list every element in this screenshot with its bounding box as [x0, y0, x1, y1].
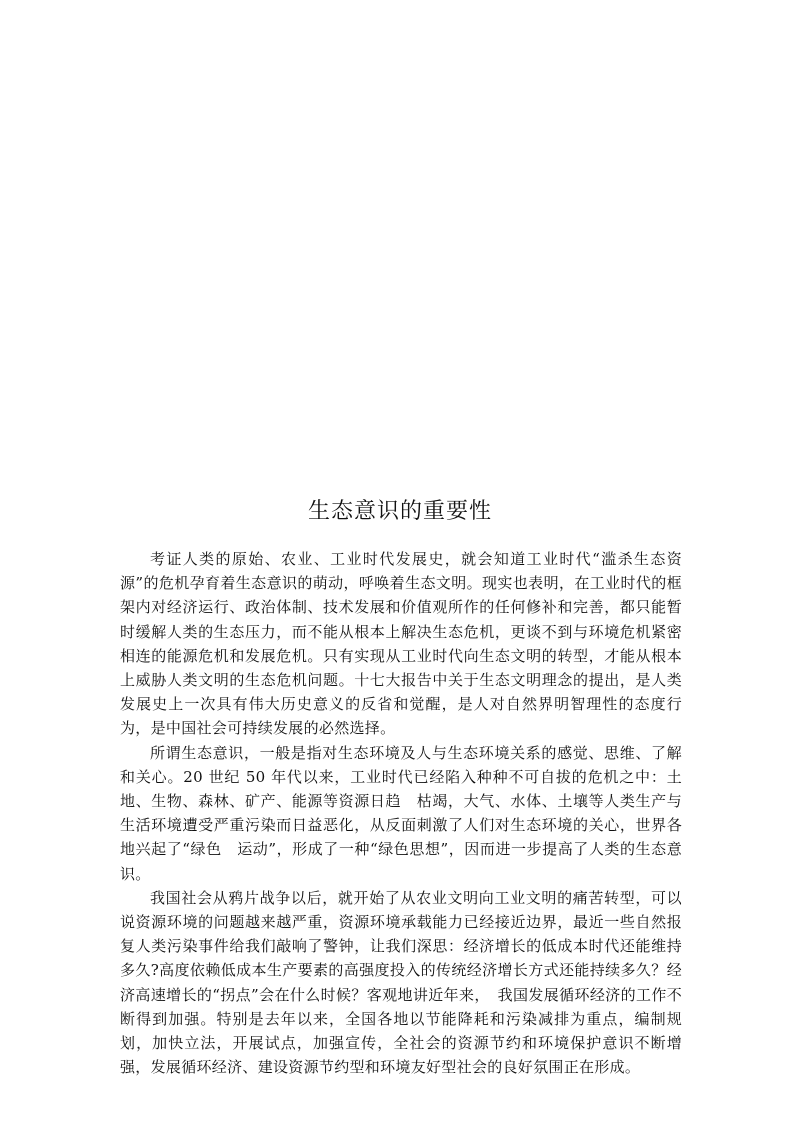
page-title: 生态意识的重要性 — [307, 499, 492, 524]
paragraph-2: 所谓生态意识，一般是指对生态环境及人与生态环境关系的感觉、思维、了解和关心。20 世纪 50 年代以来，工业时代已经陷入种种不可自拔的危机之中：土地、生物、森林、矿产、能源等资源日趋 枯竭，大气、水体、土壤等人类生产与生活环境遭受严重污染而日益恶化，从反面刺激了人们对生态环境的关心，世界各地兴起了“绿色 运动”，形成了一种“绿色思想”，因而进一步提高了人类的生态意识。 — [120, 743, 682, 883]
paragraph-1: 考证人类的原始、农业、工业时代发展史，就会知道工业时代“滥杀生态资源”的危机孕育着生态意识的萌动，呼唤着生态文明。现实也表明，在工业时代的框架内对经济运行、政治体制、技术发展和价值观所作的任何修补和完善，都只能暂时缓解人类的生态压力，而不能从根本上解决生态危机，更谈不到与环境危机紧密相连的能源危机和发展危机。只有实现从工业时代向生态文明的转型，才能从根本上威胁人类文明的生态危机问题。十七大报告中关于生态文明理念的提出，是人类发展史上一次具有伟大历史意义的反省和觉醒，是人对自然界明智理性的态度行为，是中国社会可持续发展的必然选择。 — [120, 550, 682, 738]
paragraph-3: 我国社会从鸦片战争以后，就开始了从农业文明向工业文明的痛苦转型，可以说资源环境的问题越来越严重，资源环境承载能力已经接近边界，最近一些自然报复人类污染事件给我们敲响了警钟，让我们深思：经济增长的低成本时代还能维持多久?高度依赖低成本生产要素的高强度投入的传统经济增长方式还能持续多久？经济高速增长的“拐点”会在什么时候？客观地讲近年来， 我国发展循环经济的工作不断得到加强。特别是去年以来，全国各地以节能降耗和污染减排为重点，编制规划，加快立法，开展试点，加强宣传，全社会的资源节约和环境保护意识不断增强，发展循环经济、建设资源节约型和环境友好型社会的良好氛围正在形成。 — [120, 888, 682, 1077]
document-body — [120, 547, 682, 1079]
